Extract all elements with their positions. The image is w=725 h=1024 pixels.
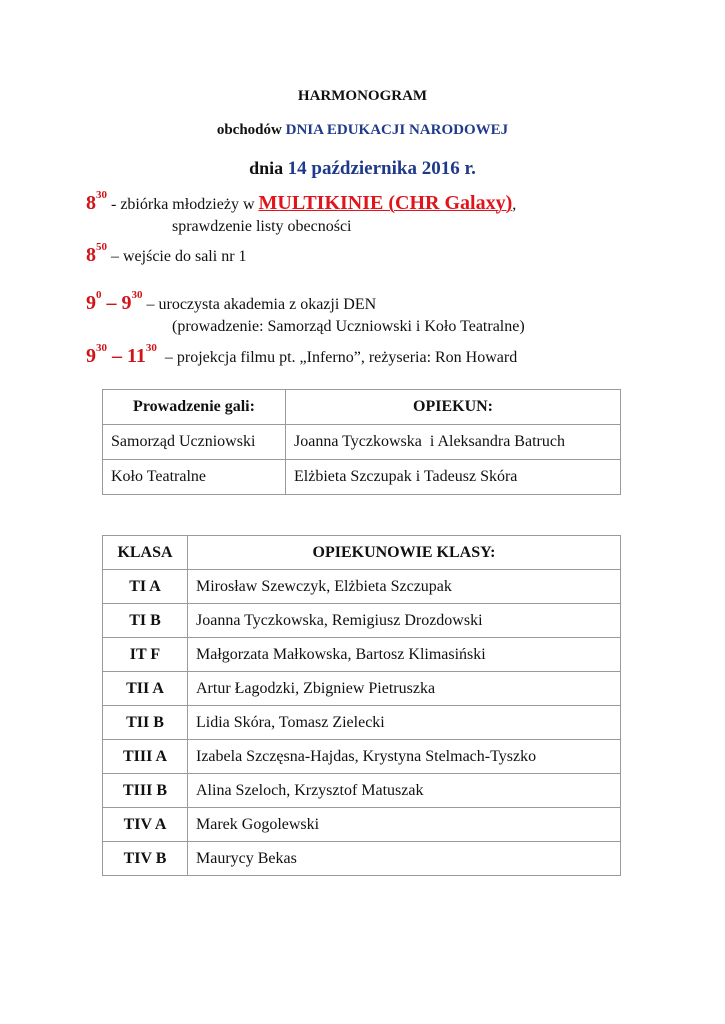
table-row	[103, 638, 621, 672]
schedule-text: – uroczysta akademia z okazji DEN	[142, 296, 377, 313]
class-cell: TIII B	[103, 774, 188, 808]
class-cell: TIV B	[103, 842, 188, 876]
time-label: $8^{50}$	[86, 241, 107, 266]
class-guardians-table	[102, 535, 621, 876]
table-row	[103, 808, 621, 842]
class-cell: TII A	[103, 672, 188, 706]
table-row	[103, 672, 621, 706]
schedule-item-film	[86, 342, 518, 368]
table-header-row	[103, 536, 621, 570]
guardians-cell: Artur Łagodzki, Zbigniew Pietruszka	[188, 672, 621, 706]
column-header-hosts: Prowadzenie gali:	[103, 390, 286, 425]
event-date	[0, 158, 725, 180]
column-header-guardian: OPIEKUN:	[286, 390, 621, 425]
table-row	[103, 460, 621, 495]
date-highlight: 14 października 2016 r.	[287, 158, 476, 179]
host-cell: Samorząd Uczniowski	[103, 425, 286, 460]
schedule-item-ceremony	[86, 289, 377, 315]
guardians-cell: Joanna Tyczkowska, Remigiusz Drozdowski	[188, 604, 621, 638]
table-row	[103, 604, 621, 638]
guardians-cell: Mirosław Szewczyk, Elżbieta Szczupak	[188, 570, 621, 604]
class-cell: TI A	[103, 570, 188, 604]
venue-highlight: MULTIKINIE (CHR Galaxy)	[258, 192, 513, 214]
table-row	[103, 774, 621, 808]
column-header-class-guardians: OPIEKUNOWIE KLASY:	[188, 536, 621, 570]
guardian-cell: Elżbieta Szczupak i Tadeusz Skóra	[286, 460, 621, 495]
schedule-text: – wejście do sali nr 1	[107, 248, 247, 265]
schedule-text-after: ,	[512, 196, 517, 213]
table-row	[103, 425, 621, 460]
schedule-text: – projekcja filmu pt. „Inferno”, reżyseria: Ron Howard	[156, 349, 518, 366]
gala-hosts-table	[102, 389, 621, 495]
schedule-item-gathering-line2: sprawdzenie listy obecności	[172, 218, 352, 235]
subtitle-highlight: DNIA EDUKACJI NARODOWEJ	[285, 122, 509, 138]
column-header-class: KLASA	[103, 536, 188, 570]
guardians-cell: Maurycy Bekas	[188, 842, 621, 876]
table-row	[103, 740, 621, 774]
class-cell: TIV A	[103, 808, 188, 842]
schedule-item-gathering	[86, 189, 517, 215]
schedule-item-ceremony-line2: (prowadzenie: Samorząd Uczniowski i Koło Teatralne)	[172, 318, 525, 335]
class-cell: TII B	[103, 706, 188, 740]
class-cell: TI B	[103, 604, 188, 638]
table-row	[103, 842, 621, 876]
document-title: HARMONOGRAM	[297, 88, 428, 104]
date-prefix: dnia	[249, 158, 288, 178]
class-cell: TIII A	[103, 740, 188, 774]
time-label: $8^{30}$	[86, 189, 107, 214]
host-cell: Koło Teatralne	[103, 460, 286, 495]
guardians-cell: Małgorzata Małkowska, Bartosz Klimasiński	[188, 638, 621, 672]
guardians-cell: Alina Szeloch, Krzysztof Matuszak	[188, 774, 621, 808]
document-subtitle	[0, 122, 725, 139]
time-label: $9^0 - 9^{30}$	[86, 289, 143, 314]
guardians-cell: Marek Gogolewski	[188, 808, 621, 842]
table-row	[103, 706, 621, 740]
schedule-item-entry	[86, 241, 247, 267]
table-header-row	[103, 390, 621, 425]
guardian-cell: Joanna Tyczkowska i Aleksandra Batruch	[286, 425, 621, 460]
guardians-cell: Lidia Skóra, Tomasz Zielecki	[188, 706, 621, 740]
class-cell: IT F	[103, 638, 188, 672]
subtitle-prefix: obchodów	[216, 122, 286, 138]
time-label: $9^{30} - 11^{30}$	[86, 342, 157, 367]
guardians-cell: Izabela Szczęsna-Hajdas, Krystyna Stelmach-Tyszko	[188, 740, 621, 774]
schedule-text: - zbiórka młodzieży w	[107, 196, 259, 213]
table-row	[103, 570, 621, 604]
